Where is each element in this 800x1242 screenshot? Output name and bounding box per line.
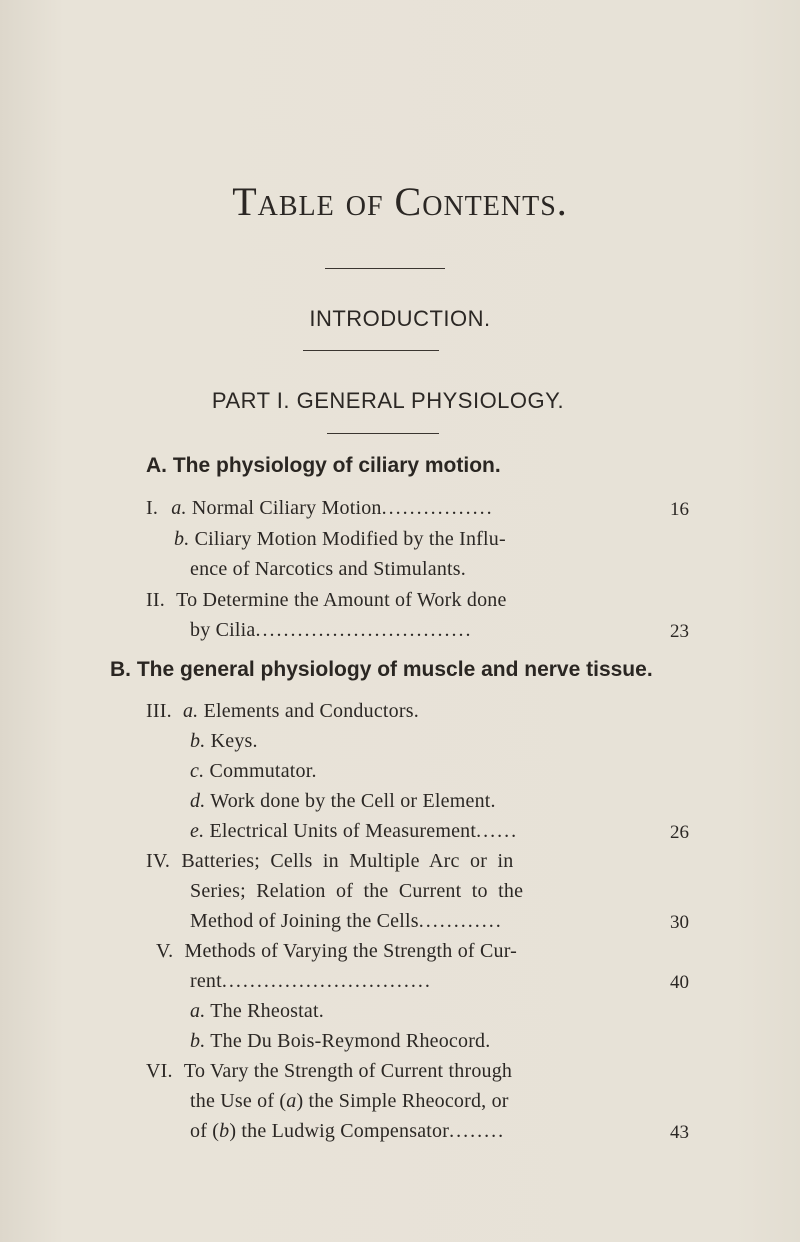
entry-letter: b. <box>190 730 206 752</box>
entry-letter: e. <box>190 820 205 842</box>
toc-entry-iv-cont: Series; Relation of the Current to the <box>190 880 524 902</box>
toc-entry-v-a <box>190 1000 324 1023</box>
entry-text: Elements and Conductors. <box>203 700 419 722</box>
entry-letter: a <box>286 1090 297 1112</box>
page-number-26: 26 <box>670 822 689 843</box>
entry-letter: a. <box>190 1000 206 1022</box>
toc-entry-v-b <box>190 1030 490 1053</box>
toc-entry-vi-cont2 <box>190 1120 505 1143</box>
page-number-40: 40 <box>670 972 689 993</box>
entry-text: by Cilia <box>190 619 256 641</box>
entry-text: the Use of ( <box>190 1090 287 1112</box>
entry-text: The Rheostat. <box>210 1000 324 1022</box>
page-number-16: 16 <box>670 499 689 520</box>
entry-number: II. <box>146 589 165 611</box>
toc-entry-iii-d <box>190 790 496 813</box>
divider-rule-3 <box>327 433 439 434</box>
entry-letter: b. <box>190 1030 206 1052</box>
leader-dots: ............................... <box>255 619 473 641</box>
section-b-heading: B. The general physiology of muscle and nerve tissue. <box>110 658 653 681</box>
leader-dots: ...... <box>476 820 519 842</box>
page-number-23: 23 <box>670 621 689 642</box>
entry-text: ) the Simple Rheocord, or <box>296 1090 509 1112</box>
entry-text: To Vary the Strength of Current through <box>183 1060 513 1082</box>
entry-text: The Du Bois-Reymond Rheocord. <box>210 1030 491 1052</box>
entry-text: Normal Ciliary Motion <box>191 497 382 519</box>
divider-rule-1 <box>325 268 445 269</box>
section-a-heading: A. The physiology of ciliary motion. <box>146 454 501 477</box>
entry-text: ) the Ludwig Compensator <box>229 1120 450 1142</box>
entry-letter: a. <box>171 497 187 519</box>
entry-text: Methods of Varying the Strength of Cur- <box>184 940 518 962</box>
entry-text: Ciliary Motion Modified by the Influ- <box>194 528 506 550</box>
toc-entry-iii-a <box>146 700 419 723</box>
toc-entry-i-b <box>174 528 506 551</box>
leader-dots: ........ <box>449 1120 506 1142</box>
entry-text: To Determine the Amount of Work done <box>176 589 507 611</box>
entry-letter: b. <box>174 528 190 550</box>
page-number-30: 30 <box>670 912 689 933</box>
entry-text: Work done by the Cell or Element. <box>210 790 496 812</box>
divider-rule-2 <box>303 350 439 351</box>
toc-entry-ii <box>146 589 507 612</box>
leader-dots: ................ <box>381 497 494 519</box>
entry-number: IV. <box>146 850 171 872</box>
page-title: Table of Contents. <box>232 179 568 224</box>
entry-text: Electrical Units of Measurement <box>209 820 477 842</box>
toc-entry-i-b-cont: ence of Narcotics and Stimulants. <box>190 558 466 580</box>
toc-entry-iv-cont2 <box>190 910 503 933</box>
entry-letter: b <box>219 1120 230 1142</box>
entry-text: of ( <box>190 1120 220 1142</box>
toc-entry-i-a <box>146 497 494 520</box>
entry-number: III. <box>146 700 172 722</box>
entry-number: VI. <box>146 1060 173 1082</box>
toc-entry-vi <box>146 1060 512 1083</box>
toc-entry-iii-e <box>190 820 518 843</box>
toc-entry-v <box>156 940 517 963</box>
entry-text: Keys. <box>210 730 258 752</box>
leader-dots: .............................. <box>221 970 432 992</box>
entry-text: rent <box>190 970 222 992</box>
leader-dots: ............ <box>418 910 503 932</box>
entry-text: Method of Joining the Cells <box>190 910 419 932</box>
entry-number: I. <box>146 497 159 519</box>
toc-entry-vi-cont <box>190 1090 509 1113</box>
entry-number: V. <box>156 940 174 962</box>
part-heading: PART I. GENERAL PHYSIOLOGY. <box>211 388 565 413</box>
toc-entry-iii-b <box>190 730 258 753</box>
introduction-heading: INTRODUCTION. <box>309 306 491 331</box>
toc-entry-iii-c <box>190 760 317 783</box>
entry-letter: c. <box>190 760 205 782</box>
entry-letter: a. <box>182 700 199 722</box>
page-number-43: 43 <box>670 1122 689 1143</box>
toc-entry-iv <box>146 850 513 873</box>
entry-text: Commutator. <box>209 760 317 782</box>
toc-entry-ii-cont <box>190 619 473 642</box>
entry-letter: d. <box>190 790 206 812</box>
entry-text: Batteries; Cells in Multiple Arc or in <box>181 850 514 872</box>
toc-entry-v-cont <box>190 970 432 993</box>
